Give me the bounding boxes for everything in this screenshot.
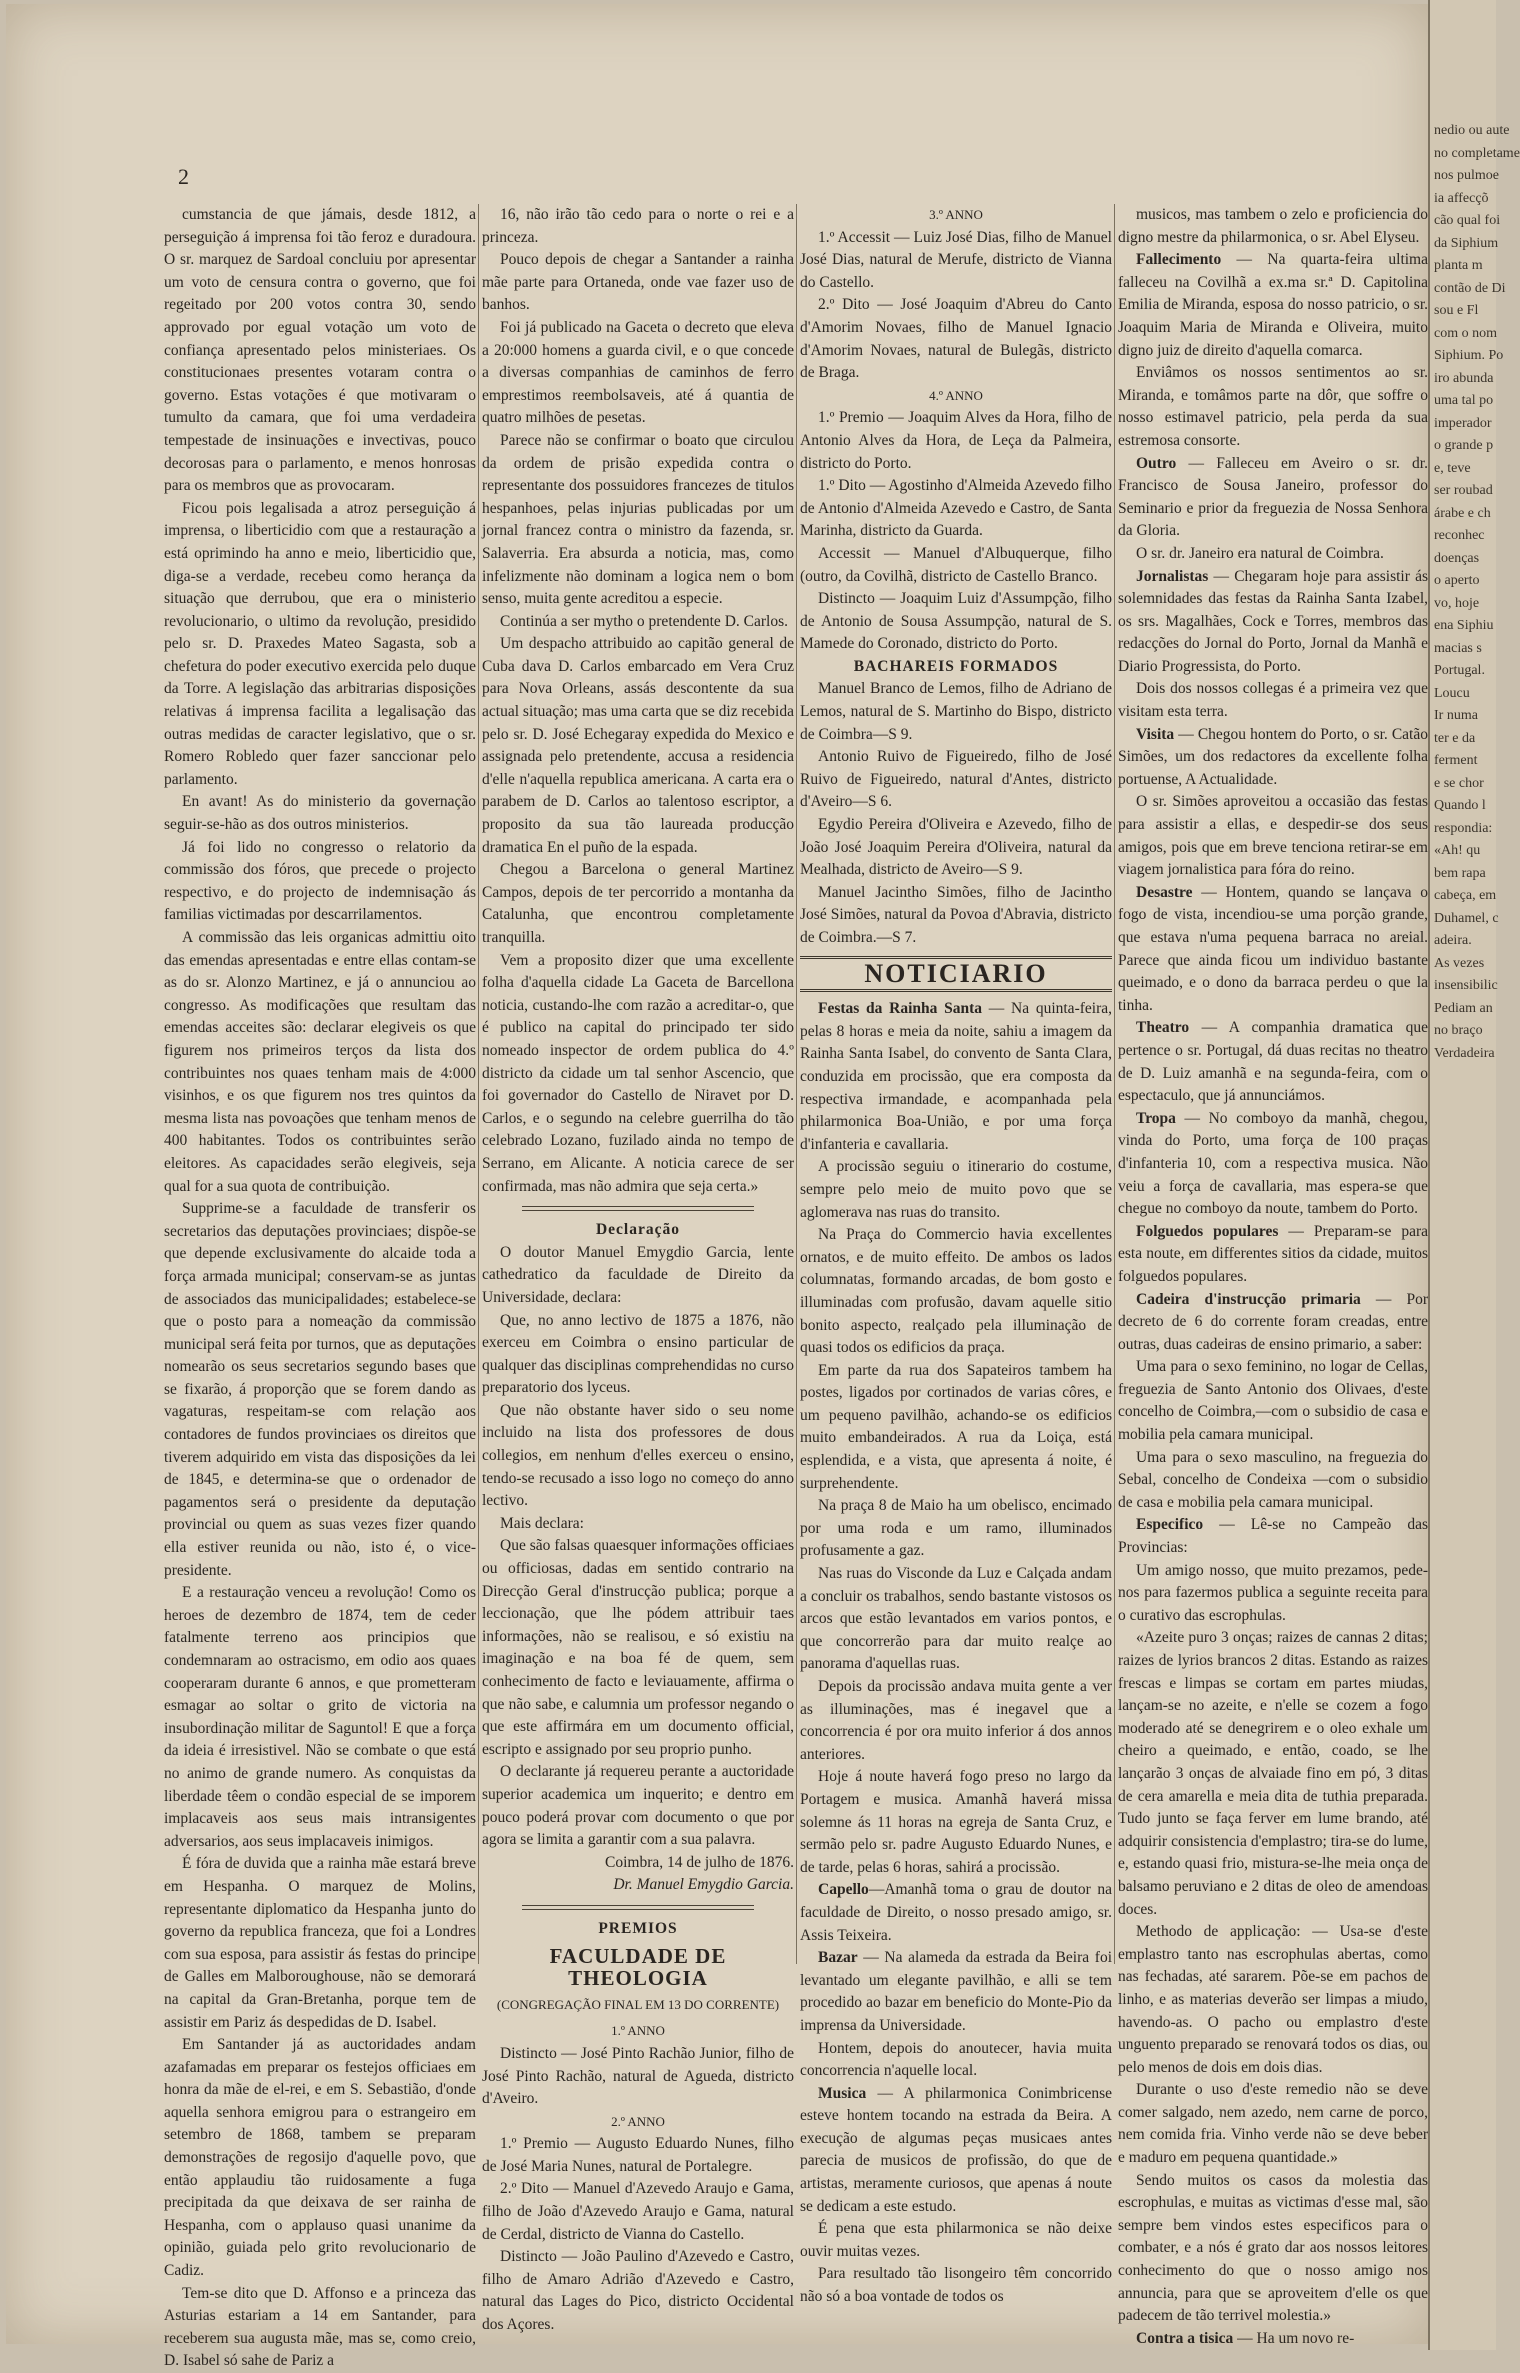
news-item bbox=[800, 2038, 1112, 2083]
news-item bbox=[1118, 1627, 1428, 1921]
item-heading: Tropa bbox=[1136, 1109, 1176, 1127]
news-item bbox=[800, 1766, 1112, 1879]
item-text: — Falleceu em Aveiro o sr. dr. Francisco de Sousa Janeiro, professor do Seminario e prior da freguezia de Nossa Senhora da Gloria. bbox=[1118, 454, 1428, 540]
bacharel-entry: Egydio Pereira d'Oliveira e Azevedo, filho de João José Joaquim Pereira d'Oliveira, natural da Mealhada, districto de Aveiro—S 9. bbox=[800, 816, 1112, 879]
article-paragraph: Já foi lido no congresso o relatorio da commissão dos fóros, que precede o projecto respectivo, e do projecto de indemnisação ás familias victimadas por descarrilamentos. bbox=[164, 838, 476, 924]
news-item bbox=[1118, 1447, 1428, 1515]
text-fragment: respondia: bbox=[1434, 820, 1493, 836]
item-text: 1.º Dito — Agostinho d'Almeida Azevedo filho de Antonio d'Almeida Azevedo e Castro, de Santa Marinha, districto da Guarda. bbox=[800, 477, 1112, 540]
item-text: — Lê-se no Campeão das Provincias: bbox=[1118, 1516, 1428, 1557]
news-item bbox=[800, 2083, 1112, 2219]
news-item bbox=[1118, 1221, 1428, 1289]
text-fragment: o grande p bbox=[1434, 438, 1494, 453]
news-item bbox=[1118, 1108, 1428, 1221]
item-text: Para resultado tão lisongeiro têm concorrido não só a boa vontade de todos os bbox=[800, 2265, 1112, 2306]
declaracao-paragraph: O declarante já requereu perante a auctoridade superior academica um inquerito; e dentro em pouco poderá provar com documento o que por agora se limita a garantir com a sua palavra. bbox=[482, 1763, 794, 1849]
bacharel-entry: Antonio Ruivo de Figueiredo, filho de José Ruivo de Figueiredo, natural d'Antes, districto d'Aveiro—S 6. bbox=[800, 748, 1112, 811]
article-paragraph: É fóra de duvida que a rainha mãe estará breve em Hespanha. O marquez de Molins, representante diplomatico da Hespanha junto do governo da republica franceza, que foi a Londres com sua esposa, para assistir ás festas do principe de Galles em Malboroughouse, não se demorará na capital da Gran-Bretanha, porque tem de assistir em Pariz ás despedidas de D. Isabel. bbox=[164, 1855, 476, 2031]
item-text: Sendo muitos os casos da molestia das escrophulas, e muitas as victimas d'esse mal, são sempre bem vindos estes especificos para o combater, e a nós é grato dar aos nossos leitores conhecimento do que o nosso amigo nos annuncia, para que se aproveitem d'elle os que padecem de tão terrivel molestia.» bbox=[1118, 2171, 1428, 2325]
text-fragment: insensibilic bbox=[1434, 978, 1498, 993]
item-heading: Cadeira d'instrucção primaria bbox=[1136, 1290, 1361, 1308]
text-fragment: doenças bbox=[1434, 550, 1480, 566]
declaracao-title: Declaração bbox=[595, 1221, 681, 1239]
item-text: «Azeite puro 3 onças; raizes de cannas 2 ditas; raizes de lyrios brancos 2 ditas. Estando as raizes frescas e limpas se cortam em partes miudas, lançam-se no azeite, e n'elle se cozem a fogo moderado até se denegrirem e o oleo exhale um cheiro a queimado, e então, coado, se lhe lançarão 3 onças de alvaiade fino em pó, 3 ditas de cera amarella e meia dita de tuthia preparada. Tudo junto se faça ferver em lume brando, até adquirir consistencia d'emplastro; tira-se do lume, e, estando quasi frio, mistura-se-lhe meia onça de balsamo peruviano e 2 ditas de oleo de amendoas doces. bbox=[1118, 1629, 1428, 1918]
news-item bbox=[1118, 2079, 1428, 2169]
text-fragment: Siphium. Po bbox=[1434, 348, 1504, 363]
item-heading: Theatro bbox=[1136, 1019, 1190, 1037]
item-text: — Na alameda da estrada da Beira foi levantado um elegante pavilhão, e alli se tem procedido ao bazar em beneficio do Monte-Pio da imprensa da Universidade. bbox=[800, 1949, 1112, 2034]
premio-entry bbox=[800, 588, 1112, 656]
news-item bbox=[1118, 1560, 1428, 1628]
text-fragment: no completame bbox=[1434, 145, 1520, 161]
item-text: 2.º Dito — José Joaquim d'Abreu do Canto d'Amorim Novaes, filho de Manuel Ignacio d'Amorim Novaes, natural de Bulegãs, districto de Braga. bbox=[800, 296, 1112, 382]
item-text: O sr. Simões aproveitou a occasião das festas para assistir a ellas, e despedir-se dos seus amigos, pois que em breve tenciona retirar-se em viagem jornalistica para fóra do reino. bbox=[1118, 793, 1428, 879]
text-fragment: no braço bbox=[1434, 1023, 1483, 1038]
text-fragment: imperador bbox=[1434, 415, 1492, 431]
year-heading: 4.º ANNO bbox=[929, 387, 983, 403]
text-fragment: macias s bbox=[1434, 640, 1482, 656]
premio-entry bbox=[800, 475, 1112, 543]
newspaper-page bbox=[6, 4, 1428, 2370]
item-heading: Fallecimento bbox=[1136, 251, 1222, 269]
article-paragraph: Supprime-se a faculdade de transferir os secretarios das deputações provinciaes; dispõe-se que depende exclusivamente do alcaide toda a força armada municipal; conservam-se as juntas de associados das municipalidades; estabelece-se que o posto para a nomeação da commissão municipal será feita por turnos, que as deputações nomearão os seus secretarios segundo bases que se fixarão, á proporção que se forem dando as vagaturas, respeitam-se com relação aos contadores de fundos provinciaes os direitos que tiverem adquirido em vista das disposições da lei de 1845, e determina-se que o ordenador de pagamentos será o presidente da deputação provincial ou quem as suas vezes fizer quando ella estiver reunida ou não, isto é, o vice-presidente. bbox=[164, 1200, 476, 1579]
item-text: —Amanhã toma o grau de doutor na faculdade de Direito, o nosso presado amigo, sr. Assis Teixeira. bbox=[800, 1881, 1112, 1944]
bachareis-title: BACHAREIS FORMADOS bbox=[853, 657, 1059, 675]
news-item bbox=[1118, 2170, 1428, 2328]
faculdade-subtitle: (CONGREGAÇÃO FINAL EM 13 DO CORRENTE) bbox=[496, 1996, 780, 2012]
article-paragraph: Continúa a ser mytho o pretendente D. Carlos. bbox=[500, 612, 788, 630]
news-item bbox=[1118, 678, 1428, 723]
item-text: A procissão seguiu o itinerario do costume, sempre pelo meio de muito povo que se aglomerava nas ruas do transito. bbox=[800, 1158, 1112, 1221]
item-heading: Visita bbox=[1136, 725, 1175, 743]
article-paragraph: 16, não irão tão cedo para o norte o rei e a princeza. bbox=[482, 206, 794, 246]
column-2 bbox=[482, 204, 794, 2337]
premios-list-1 bbox=[482, 2020, 794, 2336]
text-fragment: Duhamel, c bbox=[1434, 910, 1499, 926]
news-item bbox=[1118, 1356, 1428, 1446]
news-item bbox=[800, 1360, 1112, 1496]
item-text: Accessit — Manuel d'Albuquerque, filho (outro, da Covilhã, districto de Castello Branco. bbox=[800, 544, 1112, 585]
item-text: Enviâmos os nossos sentimentos ao sr. Miranda, e tomâmos parte na dôr, que soffre o nosso estimavel patricio, pela perda da sua estremosa consorte. bbox=[1118, 364, 1428, 449]
spain-news-continued bbox=[482, 204, 794, 1198]
premio-entry bbox=[800, 407, 1112, 475]
item-text: — Hontem, quando se lançava o fogo de vista, incendiou-se uma porção grande, que estava n'uma pequena barraca no areial. Parece que ainda ficou um individuo bastante queimado, e o dono da barraca perdeu o que la tinha. bbox=[1118, 883, 1428, 1014]
declaracao-paragraph: Que, no anno lectivo de 1875 a 1876, não exerceu em Coimbra o ensino particular de qualquer das disciplinas comprehendidas no curso preparatorio dos lyceus. bbox=[482, 1311, 794, 1397]
text-fragment: cabeça, em bbox=[1434, 888, 1497, 903]
news-item bbox=[800, 1947, 1112, 2037]
item-heading: Festas da Rainha Santa bbox=[818, 1000, 983, 1018]
item-text: — A companhia dramatica que pertence o sr. Portugal, dá duas recitas no theatro de D. Luiz amanhã e na segunda-feira, com o espectaculo, que já annunciámos. bbox=[1118, 1019, 1428, 1105]
text-fragment: Quando l bbox=[1434, 798, 1486, 813]
noticiario-title: NOTICIARIO bbox=[800, 956, 1112, 993]
item-text: Um amigo nosso, que muito prezamos, pede-nos para fazermos publica a seguinte receita para o curativo das escrophulas. bbox=[1118, 1561, 1428, 1624]
news-item bbox=[1118, 1289, 1428, 1357]
text-fragment: ena Siphiu bbox=[1434, 618, 1494, 633]
item-heading: Especifico bbox=[1136, 1516, 1204, 1534]
item-text: — A philarmonica Conimbricense esteve hontem tocando na estrada da Beira. A execução de algumas peças musicaes antes parecia de musicos de profissão, do que de artistas, meramente curiosos, que apenas á noute se dedicam a este estudo. bbox=[800, 2084, 1112, 2215]
item-text: Hoje á noute haverá fogo preso no largo da Portagem e musica. Amanhã haverá missa solemne ás 11 horas na egreja de Santa Cruz, e sermão pelo sr. padre Augusto Eduardo Nunes, e de tarde, pelas 6 horas, sahirá a procissão. bbox=[800, 1768, 1112, 1876]
item-heading: Capello bbox=[818, 1881, 869, 1899]
column-rule bbox=[1114, 204, 1115, 1964]
article-paragraph: Ficou pois legalisada a atroz perseguição á imprensa, o liberticidio com que a restauração a está oprimindo ha anno e meio, liberticidio que, diga-se a verdade, recebeu como herança da situação que derrubou, que era o ministerio revolucionario, o ultimo da revolução, presidido pelo sr. D. Praxedes Mateo Sagasta, sob a chefetura do poder executivo exercida pelo duque da Torre. A legislação das arbitrarias disposições relativas á imprensa facilita a legalisação das outras medidas de caracter legislativo, que o sr. Romero Robledo quer fazer sanccionar pelo parlamento. bbox=[164, 499, 476, 788]
item-text: musicos, mas tambem o zelo e proficiencia do digno mestre da philarmonica, o sr. Abel Elyseu. bbox=[1118, 206, 1428, 246]
text-fragment: sou e Fl bbox=[1434, 303, 1479, 318]
item-text: Em parte da rua dos Sapateiros tambem ha postes, ligados por cortinados de varias côres, e um pequeno pavilhão, achando-se os edificios muito embandeirados. A rua da Loiça, está esplendida, e a vista, que apresenta á noite, é surprehendente. bbox=[800, 1361, 1112, 1492]
news-item bbox=[800, 2218, 1112, 2263]
item-text: Dois dos nossos collegas é a primeira vez que visitam esta terra. bbox=[1118, 680, 1428, 721]
text-fragment: e se chor bbox=[1434, 775, 1484, 791]
item-heading: Contra a tisica bbox=[1136, 2329, 1234, 2347]
text-fragment: nedio ou aute bbox=[1434, 123, 1510, 138]
item-text: 1.º Premio — Augusto Eduardo Nunes, filho de José Maria Nunes, natural de Portalegre. bbox=[482, 2135, 794, 2175]
item-heading: Bazar bbox=[818, 1949, 858, 1967]
news-item bbox=[800, 1224, 1112, 1360]
text-fragment: e, teve bbox=[1434, 460, 1471, 476]
bachareis-list bbox=[800, 678, 1112, 949]
declaracao-paragraph: O doutor Manuel Emygdio Garcia, lente cathedratico da faculdade de Direito da Universidade, declara: bbox=[482, 1243, 794, 1306]
item-text: Depois da procissão andava muita gente a ver as illuminações, mas é inegavel que a concorrencia é por ora muito inferior á dos annos anteriores. bbox=[800, 1678, 1112, 1763]
news-item bbox=[1118, 453, 1428, 543]
premio-entry bbox=[800, 543, 1112, 588]
item-heading: Musica bbox=[818, 2084, 867, 2102]
news-item bbox=[1118, 724, 1428, 792]
item-text: Na praça 8 de Maio ha um obelisco, encimado por uma roda e um ramo, illuminados profusamente a gaz. bbox=[800, 1497, 1112, 1560]
item-heading: Desastre bbox=[1136, 883, 1193, 901]
section-divider bbox=[522, 1905, 754, 1910]
column-rule bbox=[796, 204, 797, 1964]
news-item bbox=[800, 1879, 1112, 1947]
premio-entry bbox=[482, 2043, 794, 2111]
declaracao-signature: Dr. Manuel Emygdio Garcia. bbox=[613, 1876, 794, 1894]
column-4 bbox=[1118, 204, 1428, 2350]
item-heading: Outro bbox=[1136, 454, 1177, 472]
news-item bbox=[1118, 566, 1428, 679]
article-paragraph: Tem-se dito que D. Affonso e a princeza das Asturias estariam a 14 em Santander, para receberem sua augusta mãe, mas se, como creio, D. Isabel só sahe de Pariz a bbox=[164, 2284, 476, 2370]
text-fragment: Ir numa bbox=[1434, 708, 1478, 723]
article-paragraph: Foi já publicado na Gaceta o decreto que eleva a 20:000 homens a guarda civil, e o que concede a diversas companhias de caminhos de ferro emprestimos reembolsaveis, até á quantia de quatro milhões de pesetas. bbox=[482, 318, 794, 427]
item-text: É pena que esta philarmonica se não deixe ouvir muitas vezes. bbox=[800, 2220, 1112, 2260]
item-heading: Folguedos populares bbox=[1136, 1222, 1279, 1240]
text-fragment: com o nom bbox=[1434, 325, 1497, 341]
faculdade-title: FACULDADE DE THEOLOGIA bbox=[549, 1943, 727, 1991]
article-paragraph: Parece não se confirmar o boato que circulou da ordem de prisão expedida contra o representante dos possuidores francezes de titulos hespanhoes, pelas injurias publicadas por um jornal francez contra o ministro da fazenda, sr. Salaverria. Era absurda a noticia, mas, como infelizmente não dominam a logica nem o bom senso, muita gente acreditou a especie. bbox=[482, 431, 794, 608]
bacharel-entry: Manuel Branco de Lemos, filho de Adriano de Lemos, natural de S. Martinho do Bispo, districto de Coimbra—S 9. bbox=[800, 680, 1112, 743]
text-fragment: vo, hoje bbox=[1434, 595, 1480, 611]
premio-entry bbox=[800, 227, 1112, 295]
text-fragment: ser roubad bbox=[1434, 483, 1493, 498]
item-text: — Preparam-se para esta noute, em differentes sitios da cidade, muitos folguedos populares. bbox=[1118, 1222, 1428, 1285]
news-item bbox=[1118, 1514, 1428, 1559]
noticiario-items bbox=[800, 998, 1112, 2308]
premio-entry bbox=[482, 2178, 794, 2246]
text-fragment: As vezes bbox=[1434, 955, 1485, 971]
item-text: Distincto — José Pinto Rachão Junior, filho de José Pinto Rachão, natural de Agueda, districto d'Aveiro. bbox=[482, 2044, 794, 2108]
news-item bbox=[1118, 543, 1428, 566]
news-item bbox=[1118, 791, 1428, 881]
adjacent-page-edge bbox=[1428, 0, 1520, 2350]
news-item bbox=[800, 998, 1112, 1156]
item-text: 1.º Accessit — Luiz José Dias, filho de Manuel José Dias, natural de Merufe, districto de Vianna do Castello. bbox=[800, 228, 1112, 291]
article-paragraph: cumstancia de que jámais, desde 1812, a perseguição á imprensa foi tão feroz e duradoura. O sr. marquez de Sardoal concluiu por apresentar um voto de censura contra o governo, que foi regeitado por 200 votos contra 30, sendo approvado por egual votação um voto de confiança apresentado pelos ministeriaes. Os constitucionaes presentes votaram contra o governo. Estas votações é que motivaram o tumulto da camara, que foi uma verdadeira tempestade de insinuações e invectivas, pouco decorosas para o parlamento, e menos honrosas para os membros que as provocaram. bbox=[164, 206, 476, 495]
news-item bbox=[1118, 1921, 1428, 2079]
article-paragraph: En avant! As do ministerio da governação seguir-se-hão as dos outros ministerios. bbox=[164, 793, 476, 834]
column-1 bbox=[164, 204, 476, 2373]
item-text: — Por decreto de 6 do corrente foram creadas, entre outras, duas cadeiras de ensino primario, a saber: bbox=[1118, 1290, 1428, 1353]
text-fragment: adeira. bbox=[1434, 933, 1472, 948]
text-fragment: ia affecçõ bbox=[1434, 190, 1489, 206]
text-fragment: «Ah! qu bbox=[1434, 843, 1481, 858]
article-paragraph: Um despacho attribuido ao capitão general de Cuba dava D. Carlos embarcado em Vera Cruz para Nova Orleans, assás descontente da sua actual situação; mas uma carta que se diz recebida pelo sr. D. José Echegaray expedida do Mexico e assignada pelo pretendente, accusa a residencia d'elle n'aquella republica americana. A carta era o parabem de D. Carlos ao talentoso escriptor, a proposito da sua tão laureada producção dramatica En el puño de la espada. bbox=[482, 635, 794, 856]
item-text: — Ha um novo re- bbox=[1233, 2329, 1355, 2347]
item-text: — Na quarta-feira ultima falleceu na Covilhã a ex.ma sr.ª D. Capitolina Emilia de Miranda, esposa do nosso patricio, o sr. Joaquim Maria de Miranda e Oliveira, muito digno juiz de direito d'aquella comarca. bbox=[1118, 251, 1428, 359]
text-fragment: reconhec bbox=[1434, 528, 1485, 543]
item-text: — Chegou hontem do Porto, o sr. Catão Simões, um dos redactores da excellente folha portuense, A Actualidade. bbox=[1118, 725, 1428, 788]
text-fragment: da Siphium bbox=[1434, 235, 1499, 251]
item-text: Nas ruas do Visconde da Luz e Calçada andam a concluir os trabalhos, sendo bastante vistosos os arcos que estão levantados em varios pontos, e que concorrerão para dar muito realçe ao panorama d'aquellas ruas. bbox=[800, 1565, 1112, 1673]
article-paragraph: Pouco depois de chegar a Santander a rainha mãe parte para Ortaneda, onde vae fazer uso de banhos. bbox=[482, 251, 794, 314]
column-rule bbox=[478, 204, 479, 1964]
news-item bbox=[800, 1563, 1112, 1676]
item-text: Distincto — João Paulino d'Azevedo e Castro, filho de Amaro Adrião d'Azevedo e Castro, natural das Lages do Pico, districto Occidental dos Açores. bbox=[482, 2248, 794, 2334]
news-item bbox=[1118, 2328, 1428, 2351]
item-text: Durante o uso d'este remedio não se deve comer salgado, nem azedo, nem carne de porco, nem comida fria. Vinho verde não se deve beber e maduro em pequena quantidade.» bbox=[1118, 2081, 1428, 2167]
year-heading: 3.º ANNO bbox=[929, 207, 983, 222]
item-text: Na Praça do Commercio havia excellentes ornatos, e de muito effeito. De ambos os lados columnatas, formando arcadas, de bom gosto e illuminadas com profusão, davam aquelle sitio bonito aspecto, realçado pela illuminação de quasi todos os edificios da praça. bbox=[800, 1226, 1112, 1357]
item-text: — Na quinta-feira, pelas 8 horas e meia da noite, sahiu a imagem da Rainha Santa Isabel, do convento de Santa Clara, conduzida em procissão, que era composta da respectiva irmandade, e acompanhada pela philarmonica Boa-União, e por uma força d'infanteria e cavallaria. bbox=[800, 1000, 1112, 1153]
article-paragraph: E a restauração venceu a revolução! Como os heroes de dezembro de 1874, tem de ceder fatalmente terreno aos principios que condemnaram ao ostracismo, em odio aos quaes cooperaram durante 6 annos, e que prometteram esmagar ao soltar o grito de victoria na insubordinação militar de Saguntol! E que a força da ideia é irresistivel. Não se combate o que está no animo de grande numero. As conquistas da liberdade têem o condão especial de se imporem implacaveis aos seus mais intransigentes adversarios, aos seus implacaveis inimigos. bbox=[164, 1584, 476, 1850]
text-fragment: cão qual foi bbox=[1434, 213, 1501, 228]
premio-entry bbox=[800, 294, 1112, 384]
text-fragment: uma tal po bbox=[1434, 393, 1494, 408]
year-heading: 1.º ANNO bbox=[611, 2023, 665, 2039]
news-item bbox=[1118, 362, 1428, 452]
adjacent-page-text bbox=[1430, 0, 1520, 1065]
text-fragment: ter e da bbox=[1434, 730, 1476, 746]
news-item bbox=[1118, 249, 1428, 362]
text-fragment: Portugal. bbox=[1434, 663, 1485, 678]
text-fragment: iro abunda bbox=[1434, 370, 1494, 386]
news-item bbox=[800, 1156, 1112, 1224]
item-text: 1.º Premio — Joaquim Alves da Hora, filho de Antonio Alves da Hora, de Leça da Palmeira, districto do Porto. bbox=[800, 409, 1112, 472]
item-text: Distincto — Joaquim Luiz d'Assumpção, filho de Antonio de Sousa Assumpção, natural de S. Mamede do Coronado, districto do Porto. bbox=[800, 590, 1112, 653]
news-item bbox=[1118, 1017, 1428, 1107]
text-fragment: Loucu bbox=[1434, 685, 1470, 701]
item-text: Uma para o sexo masculino, na freguezia do Sebal, concelho de Condeixa —com o subsidio de casa e mobilia pela camara municipal. bbox=[1118, 1448, 1428, 1511]
text-fragment: planta m bbox=[1434, 258, 1483, 273]
declaracao-paragraph: Mais declara: bbox=[500, 1514, 584, 1532]
item-text: O sr. dr. Janeiro era natural de Coimbra. bbox=[1136, 544, 1384, 562]
bacharel-entry: Manuel Jacintho Simões, filho de Jacintho José Simões, natural da Povoa d'Abravia, districto de Coimbra.—S 7. bbox=[800, 883, 1112, 946]
article-paragraph: Vem a proposito dizer que uma excellente folha d'aquella cidade La Gaceta de Barcellona noticia, custando-lhe com razão a acreditar-o, que é publico na capital do principado ter sido nomeado inspector de ordem publica do 4.º districto da cidade um tal senhor Ascencio, que foi governador do Castello de Niravet por D. Carlos, e o segundo na celebre guerrilha do tão celebrado Lozano, fuzilado ainda no tempo de Serrano, em Alicante. A noticia carece de ser confirmada, mas não admira que seja certa.» bbox=[482, 951, 794, 1195]
text-fragment: Pediam an bbox=[1434, 1000, 1493, 1016]
news-item bbox=[1118, 204, 1428, 249]
item-text: — No comboyo da manhã, chegou, vinda do Porto, uma força de 100 praças d'infanteria 10, com a respectiva musica. Não veiu a força de cavallaria, mas espera-se que chegue no comboyo da noute, tambem do Porto. bbox=[1118, 1109, 1428, 1218]
year-heading: 2.º ANNO bbox=[611, 2113, 665, 2129]
news-item bbox=[800, 1676, 1112, 1766]
declaracao-paragraph: Que não obstante haver sido o seu nome incluido na lista dos professores de dous collegios, em nenhum d'elles exerceu o ensino, tendo-se recusado a isso logo no começo do anno lectivo. bbox=[482, 1401, 794, 1510]
premios-title: PREMIOS bbox=[598, 1919, 678, 1937]
premio-entry bbox=[482, 2133, 794, 2178]
page-number: 2 bbox=[178, 164, 189, 189]
text-fragment: nos pulmoe bbox=[1434, 168, 1499, 183]
item-text: Hontem, depois do anoutecer, havia muita concorrencia n'aquelle local. bbox=[800, 2039, 1112, 2080]
article-paragraph: Em Santander já as auctoridades andam azafamadas em preparar os festejos officiaes em honra da mãe de el-rei, e em S. Sebastião, d'onde aquella senhora emigrou para o estrangeiro em setembro de 1868, tambem se preparam demonstrações de regosijo d'aquelle povo, que então applaudiu tão ruidosamente a fuga precipitada da que deixava de ser rainha de Hespanha, com o applauso quasi unanime da opinião, guiada pelo grito revolucionario de Cadiz. bbox=[164, 2036, 476, 2280]
news-item bbox=[800, 2263, 1112, 2308]
declaracao-body bbox=[482, 1242, 794, 1852]
text-fragment: árabe e ch bbox=[1434, 505, 1491, 521]
text-fragment: Verdadeira bbox=[1434, 1045, 1495, 1061]
text-fragment: bem rapa bbox=[1434, 865, 1486, 881]
premio-entry bbox=[482, 2246, 794, 2336]
article-paragraph: A commissão das leis organicas admittiu oito das emendas apresentadas e entre ellas contam-se as do sr. Alonzo Martinez, e já o annunciou ao congresso. As modificações que resultam das emendas acceites são: declarar elegiveis os que figurem nos primeiros terços da lista dos contribuintes nos quaes tenham mais de 4:000 visinhos, e os que figurem nos tres quintos da mesma lista nas povoações que tenham menos de 400 habitantes. Todos os contribuintes serão eleitores. As capacidades serão elegiveis, seja qual for a sua quota de contribuição. bbox=[164, 929, 476, 1195]
item-text: 2.º Dito — Manuel d'Azevedo Araujo e Gama, filho de João d'Azevedo Araujo e Gama, natural de Cerdal, districto de Vianna do Castello. bbox=[482, 2180, 794, 2243]
declaracao-paragraph: Que são falsas quaesquer informações officiaes ou officiosas, dadas em sentido contrario na Direcção Geral d'instrucção publica; porque a leccionação, que lhe pódem attribuir taes informações, não se realisou, e só existiu na imaginação e na boa fé de quem, sem conhecimento de facto e leviauamente, affirma o que não sabe, e calumnia um professor negando o que este affirmára em um documento official, escripto e assignado por seu proprio punho. bbox=[482, 1537, 794, 1758]
news-item bbox=[800, 1495, 1112, 1563]
item-text: Methodo de applicação: — Usa-se d'este emplastro tanto nas escrophulas abertas, como nas fechadas, até sararem. Põe-se em pachos de linho, e as materias deverão ser limpas a miudo, havendo-as. O pacho ou emplastro d'este unguento preparado se renovará todos os dias, ou pelo menos de dois em dois dias. bbox=[1118, 1923, 1428, 2076]
news-item bbox=[1118, 882, 1428, 1018]
text-fragment: o aperto bbox=[1434, 573, 1480, 588]
text-fragment: ferment bbox=[1434, 753, 1478, 768]
declaracao-date: Coimbra, 14 de julho de 1876. bbox=[605, 1853, 794, 1871]
article-paragraph: Chegou a Barcelona o general Martinez Campos, depois de ter percorrido a montanha da Catalunha, que encontrou completamente tranquilla. bbox=[482, 861, 794, 946]
section-divider bbox=[522, 1206, 754, 1211]
premios-list-2 bbox=[800, 204, 1112, 656]
item-text: — Chegaram hoje para assistir ás solemnidades das festas da Rainha Santa Izabel, os srs. Magalhães, Cock e Torres, membros das redacções do Jornal do Porto, Jornal da Manhã e Diario Progressista, do Porto. bbox=[1118, 567, 1428, 675]
item-text: Uma para o sexo feminino, no logar de Cellas, freguezia de Santo Antonio dos Olivaes, d'este concelho de Coimbra,—com o subsidio de casa e mobilia pela camara municipal. bbox=[1118, 1358, 1428, 1444]
item-heading: Jornalistas bbox=[1136, 567, 1209, 585]
column-3 bbox=[800, 204, 1112, 2309]
text-fragment: contão de Di bbox=[1434, 280, 1506, 296]
